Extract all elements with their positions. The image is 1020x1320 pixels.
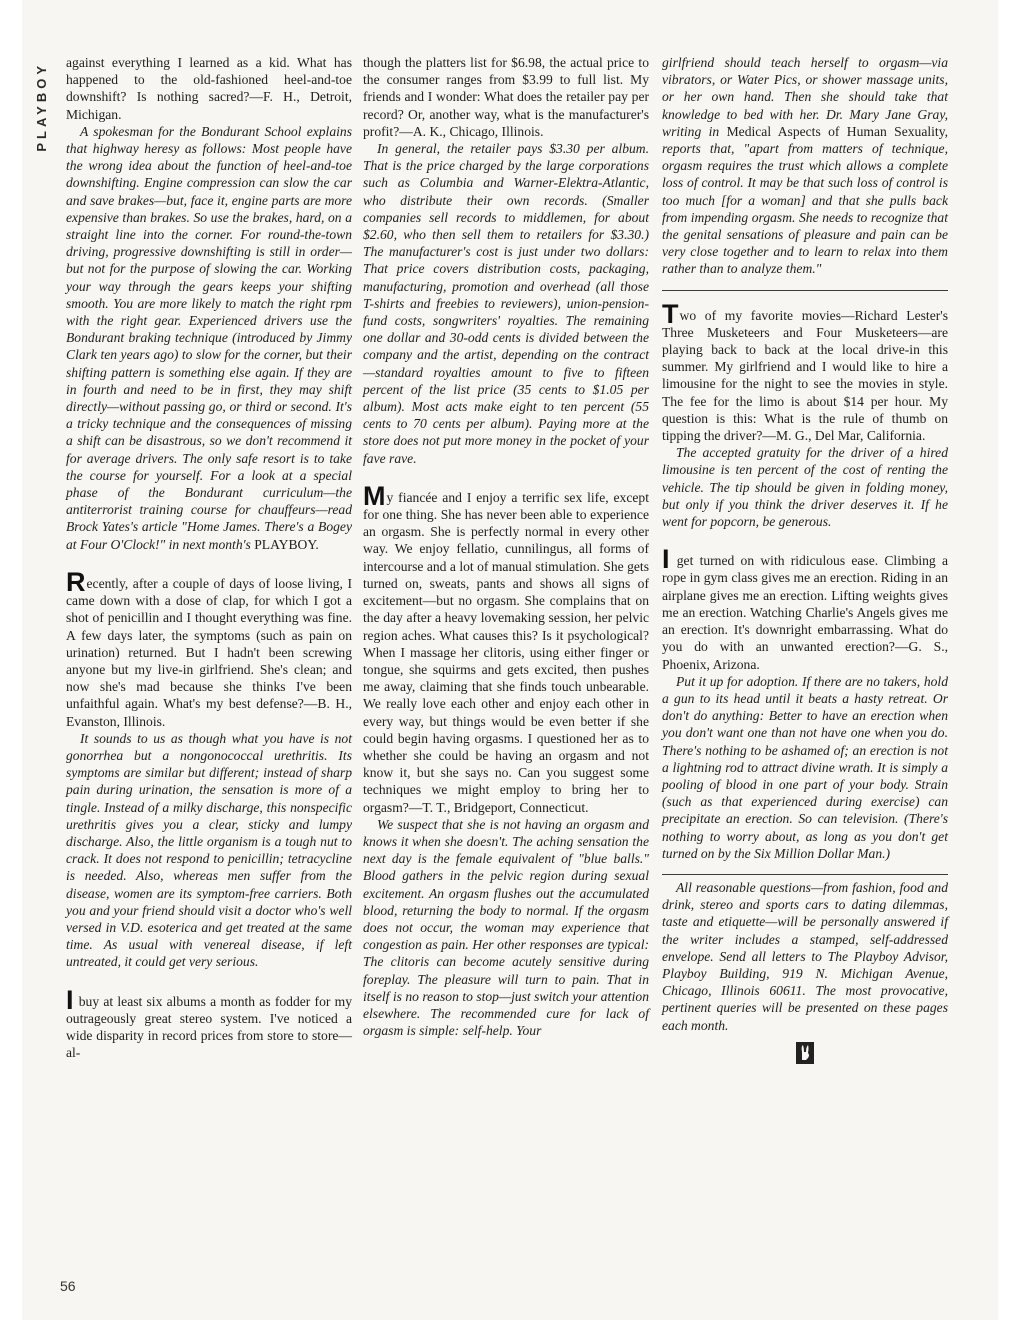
magazine-page: [22, 0, 998, 1320]
column-1: [66, 54, 352, 1061]
answer-record-prices: In general, the retailer pays $3.30 per album. That is the price charged by the large corporations such as Columbia and Warner-Elektra-Atlantic, who distribute their own records. (Smaller companies sell records to middlemen, for about $2.60, who then sell them to retailers for $3.30.) The manufacturer's cost is just under two dollars: That price covers distribution costs, packaging, manufacturing, promotion and overhead (all those T-shirts and freebies to reviewers), union-pension-fund costs, songwriters' royalties. The remaining one dollar and 30-odd cents is divided between the company and the artist, depending on the contract—standard royalties amount to five to fifteen percent of the list price (35 cents to $1.05 per album). Most acts make eight to ten percent (55 cents to 70 cents per album). Paying more at the store does not put more money in the pocket of your fave rave.: [363, 141, 649, 466]
page-number: 56: [60, 1278, 76, 1294]
drop-cap: T: [662, 298, 679, 329]
closing-note: [662, 879, 948, 1034]
letter-continuation: though the platters list for $6.98, the actual price to the consumer ranges from $3.99 to full list. My friends and I wonder: What does the retailer pay per record? Or, another way, what is the manufacturer's profit?—A. K., Chicago, Illinois.: [363, 55, 649, 139]
question-text: wo of my favorite movies—Richard Lester's Three Musketeers and Four Musketeers—are playing back to back at the local drive-in this summer. My girlfriend and I would like to hire a limousine for the night to see the movies in style. The fee for the limo is about $14 per hour. My question is this: What is the rule of thumb on tipping the driver?—M. G., Del Mar, California.: [662, 307, 948, 444]
column-3: [662, 54, 948, 1064]
answer-continuation: [662, 54, 948, 278]
answer-urethritis: It sounds to us as though what you have is not gonorrhea but a nongonococcal urethritis. Its symptoms are similar but different; instead of sharp pain during urination, the sensation is more of a tingle. Instead of a milky discharge, this nonspecific urethritis gives you a clear, sticky and lumpy discharge. Also, the little organism is a tough nut to crack. It does not respond to penicillin; tetracycline is needed. Also, whereas men suffer from the disease, women are its symptom-free carriers. Both you and your friend should visit a doctor who's well versed in V.D. esoterica and get treated at the same time. As usual with venereal disease, if left untreated, it could get very serious.: [66, 730, 352, 970]
answer-orgasm: We suspect that she is not having an orgasm and knows it when she doesn't. The aching sensation the next day is the female equivalent of "blue balls." Blood gathers in the pelvic region during sexual excitement. An orgasm flushes out the accumulated blood, returning the body to normal. If the orgasm does not occur, the woman may experience that congestion as pain. Her other responses are typical: The clitoris can become acutely sensitive during foreplay. The pleasure will turn to pain. That in itself is no reason to stop—just switch your attention elsewhere. The recommended cure for lack of orgasm is simple: self-help. Your: [363, 816, 649, 1039]
letter-continuation: against everything I learned as a kid. What has happened to the old-fashioned heel-and-toe downshift? Is nothing sacred?—F. H., Detroit, Michigan.: [66, 55, 352, 122]
question-text: y fiancée and I enjoy a terrific sex life, except for one thing. She has never been able to experience an orgasm. She is perfectly normal in every other way. We enjoy fellatio, cunnilingus, all forms of intercourse and a lot of manual stimulation. She gets turned on, sweats, pants and shows all signs of excitement—but no orgasm. She complains that on the day after a heavy lovemaking session, her pelvic region aches. What causes this? Is it psychological? When I massage her clitoris, using either finger or tongue, she squirms and gets excited, then pushes me away, claiming that she finds touch unbearable. We really love each other and enjoy each other in every way, but things would be even better if she could begin having orgasms. I questioned her as to whether she could be having an orgasm and not know it, but she says no. Can you suggest some techniques we might employ to bring her to orgasm?—T. T., Bridgeport, Connecticut.: [363, 489, 649, 815]
drop-cap: R: [66, 566, 86, 597]
drop-cap: I: [662, 544, 670, 575]
answer-erection: Put it up for adoption. If there are no takers, hold a gun to its head until it beats a hasty retreat. Or don't do anything: Better to have an erection when you don't want one than not have one when you do. There's nothing to be ashamed of; an erection is not a lightning rod to attract divine wrath. It is simply a pooling of blood in one part of your body. Strain (such as that experienced during exercise) can precipitate an erection. So can television. (There's nothing to worry about, as long as you don't get turned on by the Six Million Dollar Man.): [662, 673, 948, 861]
journal-title: Medical Aspects of Human Sexuality,: [726, 123, 949, 139]
answer-limousine: The accepted gratuity for the driver of a hired limousine is ten percent of the cost of renting the vehicle. The tip should be given in folding money, but only if you think the driver deserves it. If he went for popcorn, be generous.: [662, 445, 948, 530]
question-limousine: [662, 298, 948, 445]
running-head: PLAYBOY: [34, 62, 49, 152]
question-text: buy at least six albums a month as fodder for my outrageously great stereo system. I've noticed a wide disparity in record prices from store to store—al-: [66, 993, 352, 1061]
question-orgasm: [363, 480, 649, 816]
question-text: get turned on with ridiculous ease. Climbing a rope in gym class gives me an erection. Riding in an airplane gives me an erection. Lifting weights gives me an erection. Watching Charlie's Angels gives me an erection. It's downright embarrassing. What do you do with an unwanted erection?—G. S., Phoenix, Arizona.: [662, 553, 948, 672]
column-2: [363, 54, 649, 1039]
answer-text: reports that, "apart from matters of technique, orgasm requires the trust which allows a complete loss of control. It may be that such loss of control is too much [for a woman] and that she pulls back from impending orgasm. She needs to recognize that the genital sensations of pleasure and pain can be very close together and to learn to relax into them rather than to analyze them.": [662, 141, 948, 277]
question-erection: [662, 544, 948, 672]
closing-divider: [662, 874, 948, 875]
drop-cap: M: [363, 480, 386, 511]
question-clap: [66, 566, 352, 730]
question-text: ecently, after a couple of days of loose living, I came down with a dose of clap, for which I got a shot of penicillin and I thought everything was fine. A few days later, the symptoms (such as pain on urination) returned. But I hadn't been screwing anyone but my live-in girlfriend. She's clean; and now she's mad because she thinks I've been unfaithful again. What's my best defense?—B. H., Evanston, Illinois.: [66, 575, 352, 729]
drop-cap: I: [66, 984, 74, 1015]
magazine-name: PLAYBOY.: [254, 536, 319, 552]
answer-text: A spokesman for the Bondurant School explains that highway heresy as follows: Most people have the wrong idea about the function of heel-and-toe downshifting. Engine compression can slow the car and save brakes—but, face it, engine parts are more expensive than brakes. So use the brakes, hard, on a straight line into the corner. For round-the-town driving, progressive downshifting is still in order—but not for the purpose of slowing the car. Working your way through the gears keeps your shifting smooth. You are more likely to match the right rpm with the right gear. Experienced drivers use the Bondurant braking technique (introduced by Jimmy Clark ten years ago) to slow for the corner, but their shifting pattern is something else again. If they are in fourth and need to be in first, they may shift directly—without passing go, or third or second. It's a tricky technique and the consequences of missing a shift can be disastrous, so we don't recommend it for average drivers. The only safe resort is to take the course for yourself. For a look at a special phase of the Bondurant curriculum—the antiterrorist training course for chauffeurs—read Brock Yates's article "Home James. There's a Bogey at Four O'Clock!" in next month's: [66, 123, 352, 552]
answer-text: girlfriend should teach herself to orgasm—via vibrators, or Water Pics, or shower massage units, or her own hand. Then she should take that knowledge to bed with her. Dr. Mary Jane Gray, writing in: [662, 55, 948, 139]
rabbit-head-icon: [796, 1042, 814, 1064]
closing-text: All reasonable questions—from fashion, food and drink, stereo and sports cars to dating dilemmas, taste and etiquette—will be personally answered if the writer includes a stamped, self-addressed envelope. Send all letters to The Playboy Advisor, Playboy Building, 919 N. Michigan Avenue, Chicago, Illinois 60611. The most provocative, pertinent queries will be presented on these pages each month.: [662, 879, 948, 1033]
section-divider: [662, 290, 948, 291]
question-albums: [66, 984, 352, 1062]
answer-downshift: [66, 123, 352, 553]
